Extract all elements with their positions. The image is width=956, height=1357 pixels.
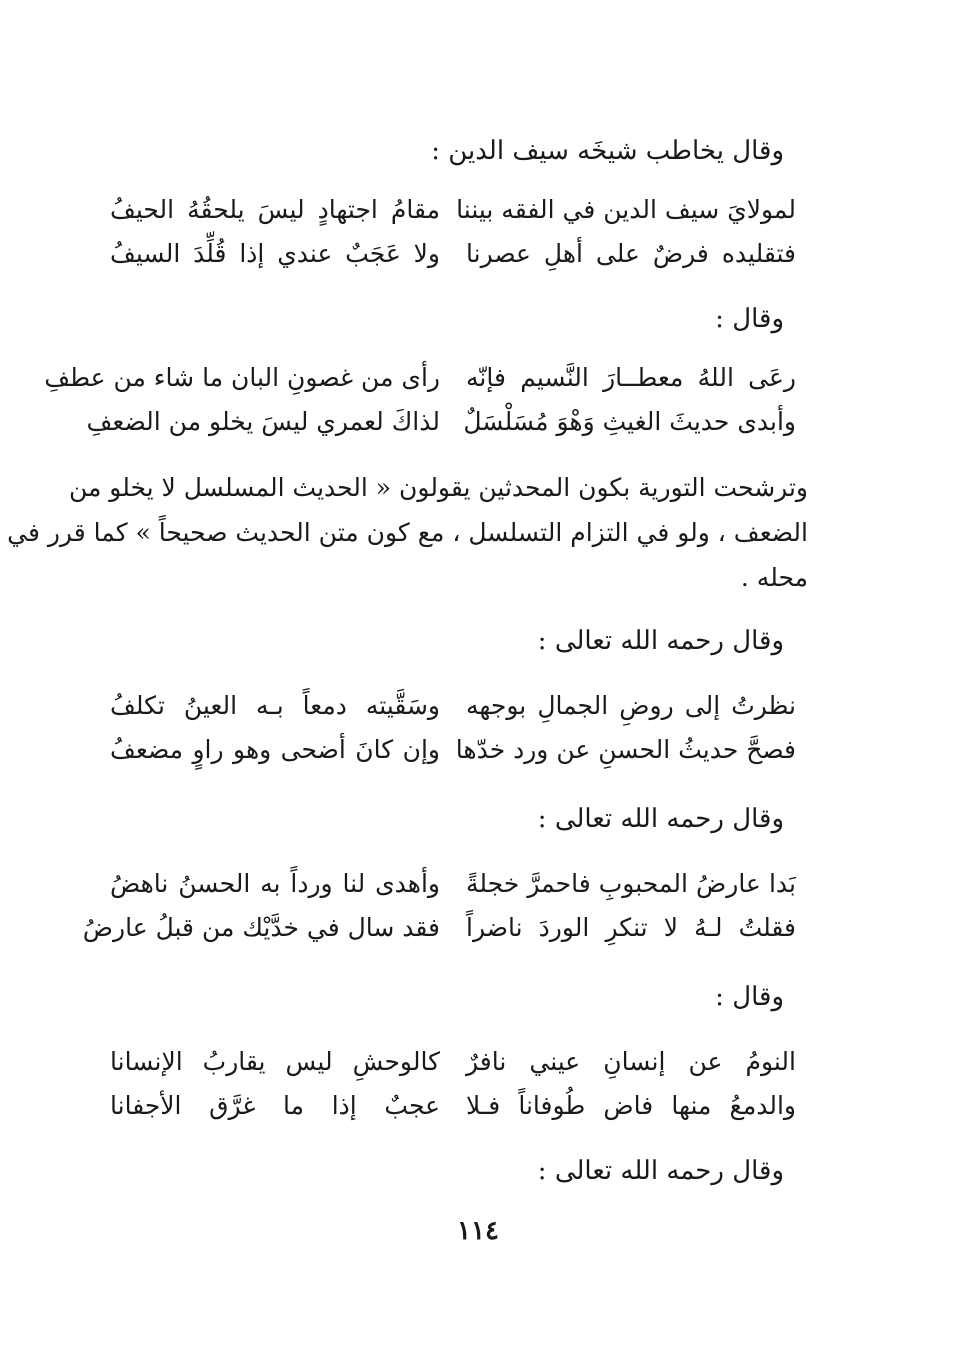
first-hemistich: فصحَّ حديثُ الحسنِ عن ورد خدّها bbox=[455, 735, 796, 765]
poem-block bbox=[110, 1040, 796, 1128]
poem-intro: وقال : bbox=[715, 982, 784, 1012]
second-hemistich: لذاكَ لعمري ليسَ يخلو من الضعفِ bbox=[86, 407, 440, 437]
first-hemistich: فقلتُ لـهُ لا تنكرِ الوردَ ناضراً bbox=[466, 913, 796, 943]
paragraph-line: محله . bbox=[740, 563, 808, 592]
second-hemistich: وأهدى لنا ورداً به الحسنُ ناهضُ bbox=[110, 869, 440, 899]
paragraph-line: الضعف ، ولو في التزام التسلسل ، مع كون متن الحديث صحيحاً » كما قرر في bbox=[7, 518, 808, 547]
poem-intro: وقال يخاطب شيخَه سيف الدين : bbox=[431, 136, 784, 166]
second-hemistich: وإن كانَ أضحى وهو راوٍ مضعفُ bbox=[110, 735, 440, 765]
first-hemistich: نظرتُ إلى روضِ الجمالِ بوجهه bbox=[466, 691, 796, 721]
verse bbox=[110, 862, 796, 906]
paragraph-line: وترشحت التورية بكون المحدثين يقولون « الحديث المسلسل لا يخلو من bbox=[68, 473, 808, 502]
commentary-paragraph bbox=[7, 465, 808, 600]
verse bbox=[86, 400, 796, 444]
second-hemistich: مقامُ اجتهادٍ ليسَ يلحقُهُ الحيفُ bbox=[110, 195, 440, 225]
poem-block bbox=[110, 684, 796, 772]
verse bbox=[82, 906, 796, 950]
verse bbox=[110, 728, 796, 772]
verse bbox=[44, 356, 796, 400]
second-hemistich: وسَقَّيته دمعاً بـه العينُ تكلفُ bbox=[110, 691, 440, 721]
first-hemistich: والدمعُ منها فاض طُوفاناً فـلا bbox=[466, 1091, 796, 1121]
page-number: ١١٤ bbox=[457, 1216, 499, 1246]
verse bbox=[110, 188, 796, 232]
poem-intro: وقال رحمه الله تعالى : bbox=[537, 804, 784, 834]
first-hemistich: لمولايَ سيف الدين في الفقه بيننا bbox=[456, 195, 796, 225]
poem-intro: وقال رحمه الله تعالى : bbox=[537, 1156, 784, 1186]
second-hemistich: رأى من غصونِ البان ما شاء من عطفِ bbox=[44, 363, 440, 393]
verse bbox=[110, 232, 796, 276]
first-hemistich: وأبدى حديثَ الغيثِ وَهْوَ مُسَلْسَلٌ bbox=[463, 407, 796, 437]
second-hemistich: ولا عَجَبٌ عندي إذا قُلِّدَ السيفُ bbox=[110, 239, 440, 269]
poem-intro: وقال رحمه الله تعالى : bbox=[537, 626, 784, 656]
poem-block bbox=[44, 356, 796, 444]
first-hemistich: رعَى اللهُ معطــارَ النَّسيم فإنّه bbox=[466, 363, 796, 393]
second-hemistich: كالوحشِ ليس يقاربُ الإنسانا bbox=[110, 1047, 440, 1077]
poem-intro: وقال : bbox=[715, 304, 784, 334]
verse bbox=[110, 1040, 796, 1084]
first-hemistich: بَدا عارضُ المحبوبِ فاحمرَّ خجلةً bbox=[466, 869, 796, 899]
first-hemistich: فتقليده فرضٌ على أهلِ عصرنا bbox=[466, 239, 796, 269]
verse bbox=[110, 1084, 796, 1128]
second-hemistich: فقد سال في خدَّيْك من قبلُ عارضُ bbox=[82, 913, 440, 943]
poem-block bbox=[110, 188, 796, 276]
first-hemistich: النومُ عن إنسانِ عيني نافرٌ bbox=[466, 1047, 796, 1077]
verse bbox=[110, 684, 796, 728]
poem-block bbox=[82, 862, 796, 950]
second-hemistich: عجبٌ إذا ما غرَّق الأجفانا bbox=[110, 1091, 440, 1121]
